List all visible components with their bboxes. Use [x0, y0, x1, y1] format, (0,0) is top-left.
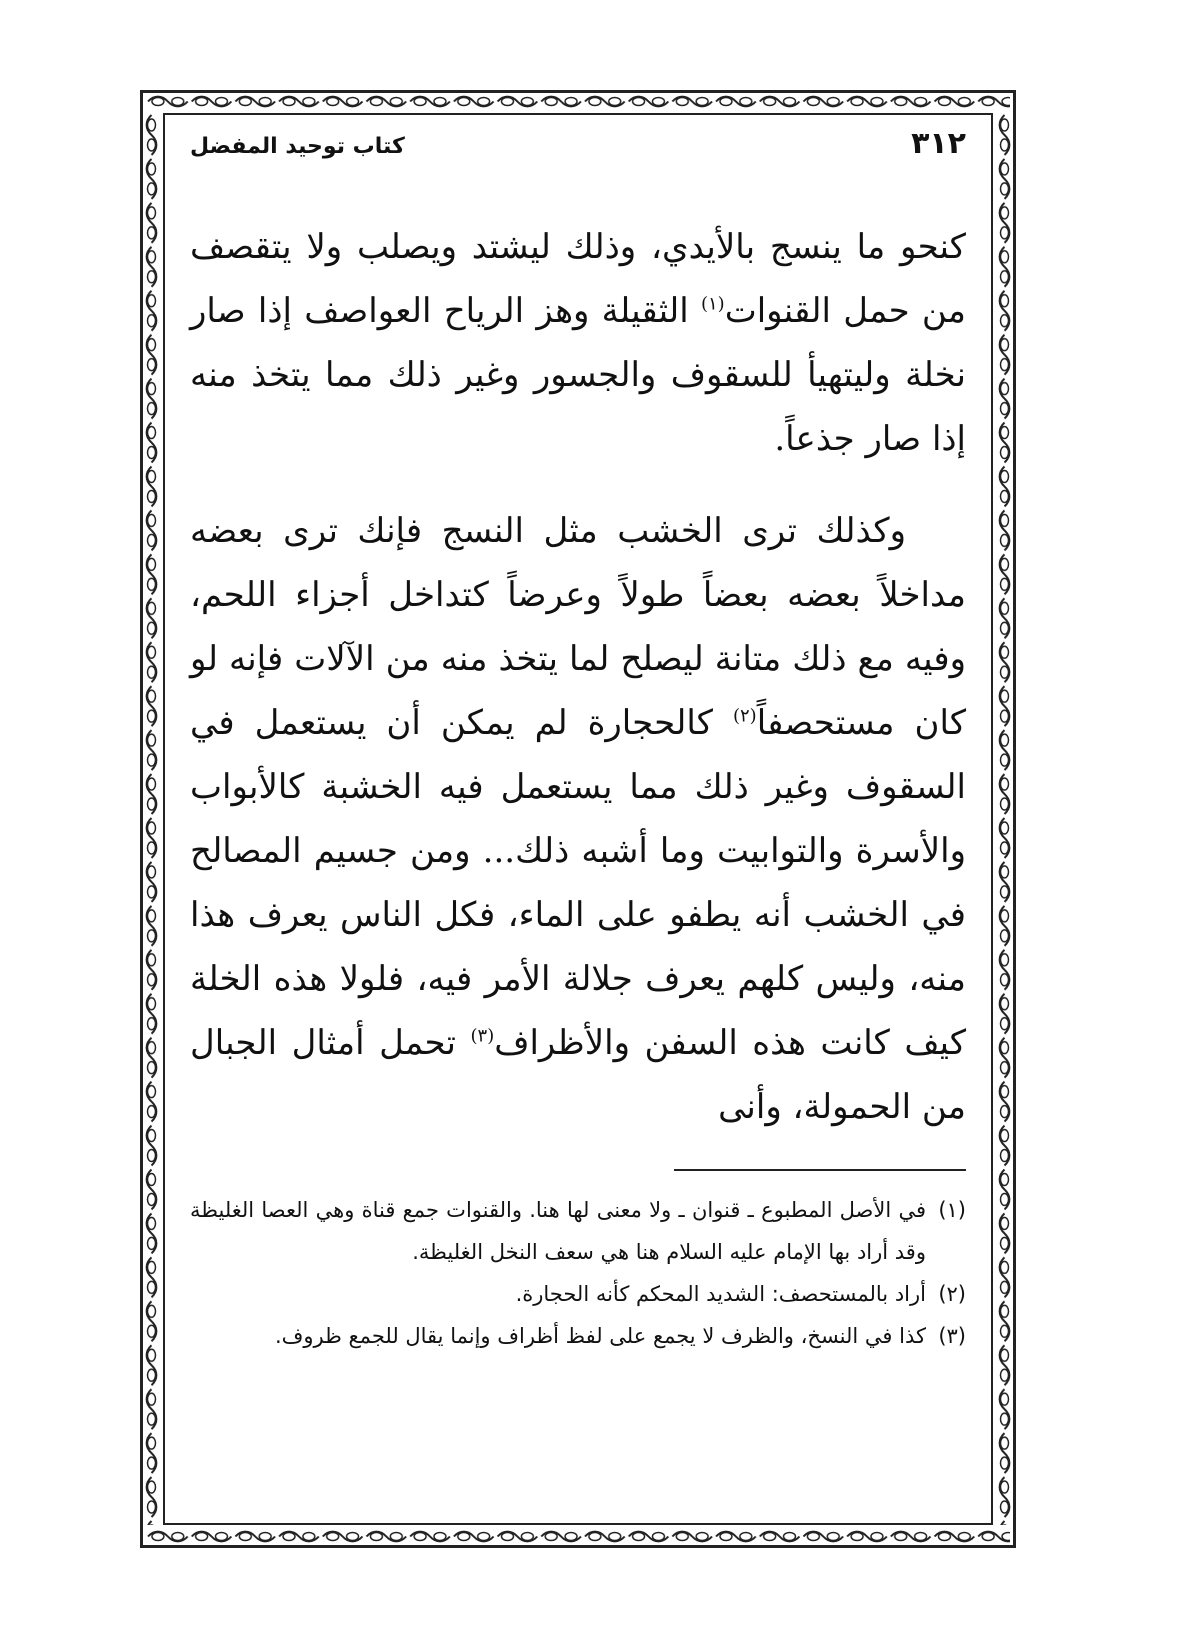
text-run: تحمل أمثال الجبال من الحمولة، وأنى: [190, 1023, 966, 1127]
running-title: كتاب توحيد المفضل: [190, 134, 405, 159]
paragraph: [190, 215, 966, 471]
border-pattern-top: [146, 93, 1010, 110]
body-text: [190, 215, 966, 1139]
page-header: [190, 126, 966, 161]
footnote-text: أراد بالمستحصف: الشديد المحكم كأنه الحجارة.: [515, 1282, 926, 1306]
paragraph: [190, 499, 966, 1139]
footnote-ref[interactable]: (٣): [470, 1025, 495, 1047]
text-run: وكذلك ترى الخشب مثل النسج فإنك ترى بعضه مداخلاً بعضه بعضاً طولاً وعرضاً كتداخل أجزاء اللحم، وفيه مع ذلك متانة ليصلح لما يتخذ منه من الآلات فإنه لو كان مستحصفاً: [190, 511, 966, 743]
footnote-divider: [674, 1169, 966, 1171]
border-pattern-left: [143, 113, 160, 1525]
text-run: الثقيلة وهز الرياح العواصف إذا صار نخلة وليتهيأ للسقوف والجسور وغير ذلك مما يتخذ منه إذا صار جذعاً.: [190, 291, 966, 459]
footnote: [190, 1189, 966, 1273]
border-pattern-right: [996, 113, 1013, 1525]
text-run: كالحجارة لم يمكن أن يستعمل في السقوف وغير ذلك مما يستعمل فيه الخشبة كالأبواب والأسرة والتوابيت وما أشبه ذلك... ومن جسيم المصالح في الخشب أنه يطفو على الماء، فكل الناس يعرف هذا منه، وليس كلهم يعرف جلالة الأمر فيه، فلولا هذه الخلة كيف كانت هذه السفن والأظراف: [190, 703, 967, 1063]
footnote: [190, 1315, 966, 1357]
page-content: [190, 120, 966, 1357]
footnotes: [190, 1189, 966, 1357]
border-pattern-bottom: [146, 1528, 1010, 1545]
page-number: ٣١٢: [911, 126, 966, 161]
footnote-number: (١): [938, 1198, 966, 1222]
footnote-ref[interactable]: (٢): [732, 705, 757, 727]
footnote: [190, 1273, 966, 1315]
footnote-number: (٣): [938, 1324, 966, 1348]
text-run: كنحو ما ينسج بالأيدي، وذلك ليشتد ويصلب ولا يتقصف من حمل القنوات: [190, 227, 966, 331]
footnote-text: كذا في النسخ، والظرف لا يجمع على لفظ أظراف وإنما يقال للجمع ظروف.: [274, 1324, 926, 1348]
footnote-ref[interactable]: (١): [700, 293, 725, 315]
footnote-text: في الأصل المطبوع ـ قنوان ـ ولا معنى لها هنا. والقنوات جمع قناة وهي العصا الغليظة وقد أراد بها الإمام عليه السلام هنا هي سعف النخل الغليظة.: [190, 1198, 926, 1264]
footnote-number: (٢): [938, 1282, 966, 1306]
